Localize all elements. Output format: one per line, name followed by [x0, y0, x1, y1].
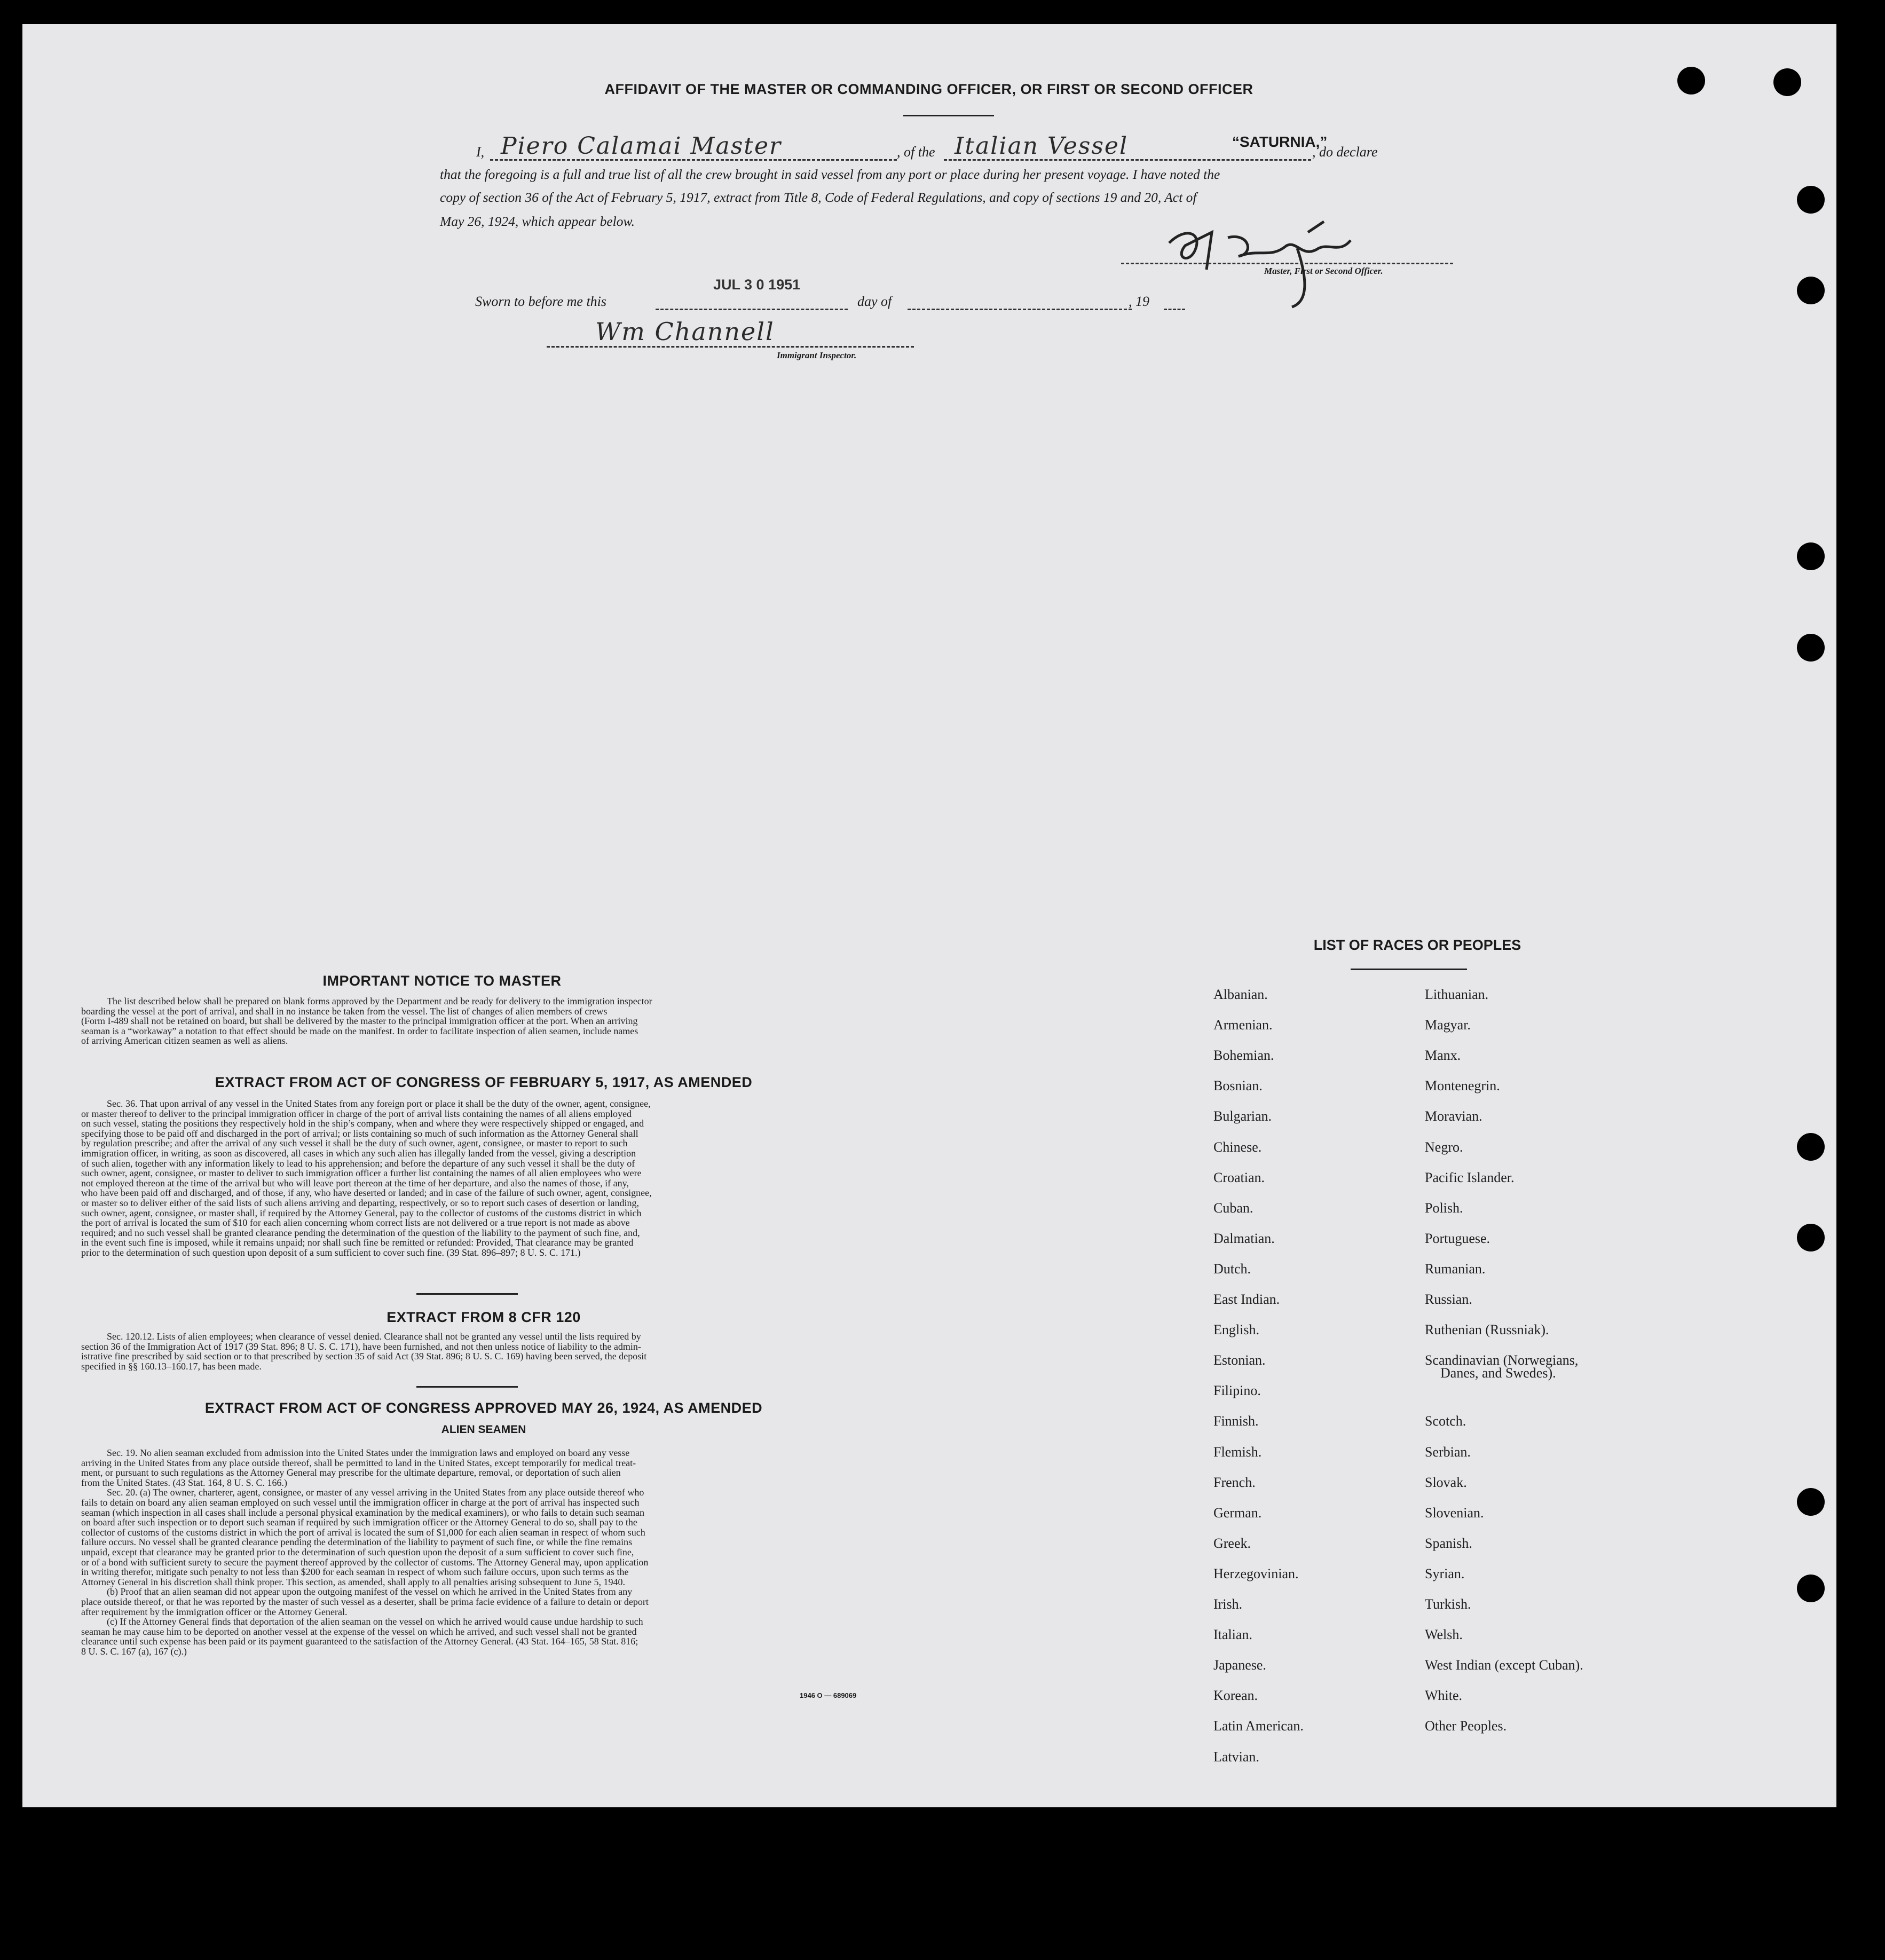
race-item: Herzegovinian. [1213, 1566, 1299, 1581]
extract-line: section 36 of the Immigration Act of 1917 (39 Stat. 896; 8 U. S. C. 171), have been furnished, and not then unless notice of liability to the admin- [81, 1341, 641, 1352]
races-title: LIST OF RACES OR PEOPLES [1313, 937, 1521, 953]
year-blank [1164, 309, 1185, 310]
race-item: Manx. [1425, 1048, 1461, 1063]
race-item: Latvian. [1213, 1749, 1259, 1765]
notice-text [81, 996, 886, 1046]
extract-1917-text [81, 1099, 886, 1258]
extract-line: not employed thereon at the time of the arrival but who will leave port thereon at the time of her departure, and also the names of those, if any, [81, 1177, 629, 1188]
race-item: Italian. [1213, 1627, 1252, 1642]
punch-hole [1797, 186, 1825, 214]
date-stamp: JUL 3 0 1951 [713, 277, 801, 293]
ship-name: “SATURNIA,” [1232, 133, 1328, 150]
extract-line: Sec. 36. That upon arrival of any vessel in the United States from any foreign port or place it shall be the duty of the owner, agent, consignee, [107, 1098, 651, 1109]
extract-line: in the event such fine is imposed, while it remains unpaid; nor shall such fine be remitted or refunded: Provided, That clearance may be granted [81, 1237, 634, 1248]
master-name-handwritten: Piero Calamai Master [501, 132, 782, 160]
punch-hole [1797, 1224, 1825, 1251]
race-item: Lithuanian. [1425, 987, 1489, 1002]
race-item: Montenegrin. [1425, 1078, 1500, 1093]
race-item: Other Peoples. [1425, 1718, 1507, 1734]
notice-title: IMPORTANT NOTICE TO MASTER [322, 973, 562, 989]
race-item: Bohemian. [1213, 1048, 1274, 1063]
extract-line: from the United States. (43 Stat. 164, 8 U. S. C. 166.) [81, 1477, 287, 1488]
punch-hole [1677, 67, 1705, 95]
extract-line: clearance until such expense has been paid or its payment guaranteed to the satisfaction of the Attorney General. (43 Stat. 164–165, 58 Stat. 816; [81, 1636, 638, 1647]
punch-hole [1773, 68, 1801, 96]
race-item: Dalmatian. [1213, 1231, 1275, 1246]
declare-label: , do declare [1312, 144, 1378, 160]
extract-line: specified in §§ 160.13–160.17, has been made. [81, 1360, 262, 1372]
extract-line: such owner, agent, consignee, or master to deliver to such immigration officer a further list containing the names of all alien employees who were [81, 1168, 642, 1179]
affidavit-line-2: that the foregoing is a full and true list of all the crew brought in said vessel from any port or place during her present voyage. I have noted the [440, 167, 1220, 182]
affidavit-line-4: May 26, 1924, which appear below. [440, 214, 635, 229]
race-item: Negro. [1425, 1139, 1463, 1155]
race-item: Scandinavian (Norwegians, [1425, 1352, 1579, 1368]
race-item: Korean. [1213, 1688, 1258, 1703]
races-rule [1351, 969, 1467, 970]
race-item: Turkish. [1425, 1596, 1471, 1612]
race-item: Finnish. [1213, 1413, 1259, 1429]
race-item: Croatian. [1213, 1170, 1265, 1185]
extract-cfr-title: EXTRACT FROM 8 CFR 120 [387, 1309, 581, 1325]
affidavit-line-3: copy of section 36 of the Act of February 5, 1917, extract from Title 8, Code of Federal Regulations, and copy of sections 19 and 20, Act of [440, 190, 1197, 205]
extract-line: specifying those to be paid off and discharged in the port of arrival; or lists containing so much of such information as the Attorney General shall [81, 1128, 638, 1139]
punch-hole [1797, 1575, 1825, 1602]
race-item: Scotch. [1425, 1413, 1466, 1429]
extract-line: the port of arrival is located the sum of $10 for each alien concerning whom correct lists are not delivered or a true report is not made as above [81, 1217, 630, 1229]
extract-line: collector of customs of the customs district in which the port of arrival is located the sum of $1,000 for each alien seaman in respect of whom such [81, 1526, 645, 1538]
extract-line: on such vessel, stating the positions they respectively hold in the ship’s company, when and where they were respectively shipped or engaged, and [81, 1118, 644, 1129]
race-item: Magyar. [1425, 1017, 1471, 1033]
extract-line: who have been paid off and discharged, and of those, if any, who have deserted or landed; and in case of the failure of such owner, agent, consignee, [81, 1187, 652, 1199]
day-of-label: day of [857, 294, 892, 309]
extract-line: in writing therefor, mitigate such penalty to not less than $200 for each seaman in respect of whom such failure occurs, upon such terms as the [81, 1567, 629, 1578]
signature-line [1121, 263, 1453, 264]
date-blank [656, 309, 848, 310]
section-rule [416, 1386, 518, 1388]
extract-line: required; and no such vessel shall be granted clearance pending the determination of the question of the liability to the payment of such fine, and, [81, 1227, 640, 1238]
notice-line: The list described below shall be prepared on blank forms approved by the Department and be ready for delivery to the immigration inspector [107, 996, 652, 1006]
extract-1924-title: EXTRACT FROM ACT OF CONGRESS APPROVED MAY 26, 1924, AS AMENDED [204, 1400, 763, 1416]
race-item: Welsh. [1425, 1627, 1463, 1642]
punch-hole [1797, 634, 1825, 662]
signature-label: Master, First or Second Officer. [1264, 266, 1383, 276]
race-item: Slovenian. [1425, 1505, 1484, 1521]
race-item: French. [1213, 1475, 1256, 1490]
extract-line: seaman (which inspection in all cases shall include a personal physical examination by the medical examiners), or who fails to detain such seaman [81, 1507, 645, 1518]
punch-hole [1797, 277, 1825, 304]
month-blank [908, 309, 1132, 310]
inspector-line [547, 346, 914, 348]
notice-line: boarding the vessel at the port of arrival, and shall in no instance be taken from the vessel. The list of changes of alien members of crews [81, 1005, 608, 1017]
race-item: Rumanian. [1425, 1261, 1486, 1277]
affidavit-line-1 [474, 133, 1462, 166]
race-item: Serbian. [1425, 1444, 1471, 1460]
extract-line: Sec. 20. (a) The owner, charterer, agent, consignee, or master of any vessel arriving in the United States from any place outside thereof who [107, 1487, 644, 1498]
race-item: German. [1213, 1505, 1262, 1521]
extract-line: prior to the determination of such question upon deposit of a sum sufficient to cover such fine. (39 Stat. 896–897; 8 U. S. C. 171.) [81, 1247, 581, 1258]
vessel-handwritten: Italian Vessel [955, 132, 1129, 160]
race-item: Russian. [1425, 1292, 1472, 1307]
race-item: West Indian (except Cuban). [1425, 1657, 1583, 1673]
year-label: , 19 [1129, 294, 1149, 309]
extract-1917-title: EXTRACT FROM ACT OF CONGRESS OF FEBRUARY 5, 1917, AS AMENDED [215, 1074, 753, 1090]
race-item: Slovak. [1425, 1475, 1467, 1490]
extract-line: arriving in the United States from any place outside thereof, shall be permitted to land in the United States, except temporarily for medical treat- [81, 1457, 636, 1468]
race-item: Polish. [1425, 1200, 1463, 1216]
extract-line: Attorney General in his discretion shall think proper. This section, as amended, shall apply to all penalties arising subsequent to June 5, 1940. [81, 1576, 625, 1587]
extract-line: or master thereof to deliver to the principal immigration officer in charge of the port of arrival lists containing the names of all aliens employed [81, 1108, 632, 1119]
punch-hole [1797, 1133, 1825, 1161]
extract-line: or of a bond with sufficient surety to secure the payment thereof approved by the collector of customs. The Attorney General may, upon application [81, 1556, 649, 1568]
extract-line: such owner, agent, consignee, or master shall, if required by the Attorney General, pay to the collector of customs of the customs district in which [81, 1207, 642, 1218]
extract-line: after requirement by the immigration officer or the Attorney General. [81, 1606, 348, 1617]
extract-line: (b) Proof that an alien seaman did not appear upon the outgoing manifest of the vessel on which he arrived in the United States from any [107, 1586, 633, 1597]
race-item: Filipino. [1213, 1383, 1261, 1398]
race-item: Irish. [1213, 1596, 1243, 1612]
race-item: Albanian. [1213, 987, 1268, 1002]
section-rule [416, 1293, 518, 1295]
extract-line: unpaid, except that clearance may be granted prior to the determination of such question upon the deposit of a sum sufficient to cover such fine, [81, 1546, 634, 1557]
race-item: Pacific Islander. [1425, 1170, 1515, 1185]
extract-line: istrative fine prescribed by said section or to that prescribed by section 35 of said Act (39 Stat. 896; 8 U. S. C. 169) having been served, the deposit [81, 1351, 647, 1362]
master-signature [1164, 216, 1399, 312]
race-item: Chinese. [1213, 1139, 1262, 1155]
extract-line: fails to detain on board any alien seaman employed on such vessel until the immigration officer in charge at the port of arrival has inspected such [81, 1497, 640, 1508]
i-label: I, [476, 144, 485, 160]
race-item: East Indian. [1213, 1292, 1280, 1307]
extract-line: seaman he may cause him to be deported on another vessel at the expense of the vessel on which he arrived, and such vessel shall not be granted [81, 1626, 637, 1637]
race-item: Bulgarian. [1213, 1108, 1272, 1124]
race-item: Japanese. [1213, 1657, 1266, 1673]
extract-line: failure occurs. No vessel shall be granted clearance pending the determination of the liability to payment of such fine, or while the fine remains [81, 1537, 633, 1548]
race-item: Latin American. [1213, 1718, 1304, 1734]
extract-line: of such alien, together with any information likely to lead to his apprehension; and before the departure of any such vessel it shall be the duty of [81, 1158, 635, 1169]
notice-line: seaman is a “workaway” a notation to that effect should be made on the manifest. In order to facilitate inspection of alien seamen, include names [81, 1025, 638, 1036]
extract-line: Sec. 19. No alien seaman excluded from admission into the United States under the immigration laws and employed on board any vesse [107, 1447, 630, 1458]
race-item: Portuguese. [1425, 1231, 1490, 1246]
extract-line: by regulation prescribe; and after the arrival of any such vessel it shall be the duty of such owner, agent, consignee, or master to report to such [81, 1138, 628, 1149]
notice-line: (Form I-489 shall not be retained on board, but shall be delivered by the master to the principal immigration officer at the port. When an arriving [81, 1016, 638, 1027]
print-code: 1946 O — 689069 [800, 1691, 857, 1699]
race-item: English. [1213, 1322, 1259, 1337]
extract-line: Sec. 120.12. Lists of alien employees; when clearance of vessel denied. Clearance shall not be granted any vessel until the lists required by [107, 1331, 641, 1342]
sworn-label: Sworn to before me this [475, 294, 607, 309]
race-item: Danes, and Swedes). [1440, 1365, 1556, 1381]
race-item: Cuban. [1213, 1200, 1253, 1216]
extract-line: immigration officer, in writing, as soon as discovered, all cases in which any such alien has illegally landed from the vessel, giving a description [81, 1147, 636, 1159]
extract-line: ment, or pursuant to such regulations as the Attorney General may prescribe for the ultimate departure, removal, or deportation of such alien [81, 1467, 621, 1478]
race-item: Dutch. [1213, 1261, 1251, 1277]
inspector-signature-handwritten: Wm Channell [595, 317, 775, 346]
notice-line: of arriving American citizen seamen as well as aliens. [81, 1035, 288, 1046]
race-item: Bosnian. [1213, 1078, 1263, 1093]
race-item: Ruthenian (Russniak). [1425, 1322, 1549, 1337]
race-item: Greek. [1213, 1536, 1251, 1551]
alien-seamen-subtitle: ALIEN SEAMEN [441, 1423, 526, 1436]
extract-line: place outside thereof, or that he was reported by the master of such vessel as a deserter, shall be prima facie evidence of a failure to detain or deport [81, 1596, 649, 1607]
extract-line: or master so to deliver either of the said lists of such aliens arriving and departing, respectively, or so to report such cases of desertion or landing, [81, 1197, 640, 1208]
race-item: Syrian. [1425, 1566, 1465, 1581]
inspector-label: Immigrant Inspector. [777, 350, 857, 360]
extract-line: on board after such inspection or to deport such seaman if required by such immigration officer or the Attorney General to do so, shall pay to the [81, 1517, 637, 1528]
race-item: Flemish. [1213, 1444, 1262, 1460]
extract-line: 8 U. S. C. 167 (a), 167 (c).) [81, 1646, 187, 1657]
race-item: Estonian. [1213, 1352, 1266, 1368]
race-item: Moravian. [1425, 1108, 1482, 1124]
race-item: Armenian. [1213, 1017, 1273, 1033]
extract-1924-text [81, 1448, 886, 1656]
punch-hole [1797, 542, 1825, 570]
extract-cfr-text [81, 1332, 886, 1371]
title-rule [903, 115, 994, 116]
affidavit-title: AFFIDAVIT OF THE MASTER OR COMMANDING OFFICER, OR FIRST OR SECOND OFFICER [604, 81, 1253, 97]
race-item: Spanish. [1425, 1536, 1472, 1551]
of-the-label: , of the [897, 144, 935, 160]
extract-line: (c) If the Attorney General finds that deportation of the alien seaman on the vessel on which he arrived would cause undue hardship to such [107, 1616, 643, 1627]
race-item: White. [1425, 1688, 1463, 1703]
punch-hole [1797, 1488, 1825, 1516]
